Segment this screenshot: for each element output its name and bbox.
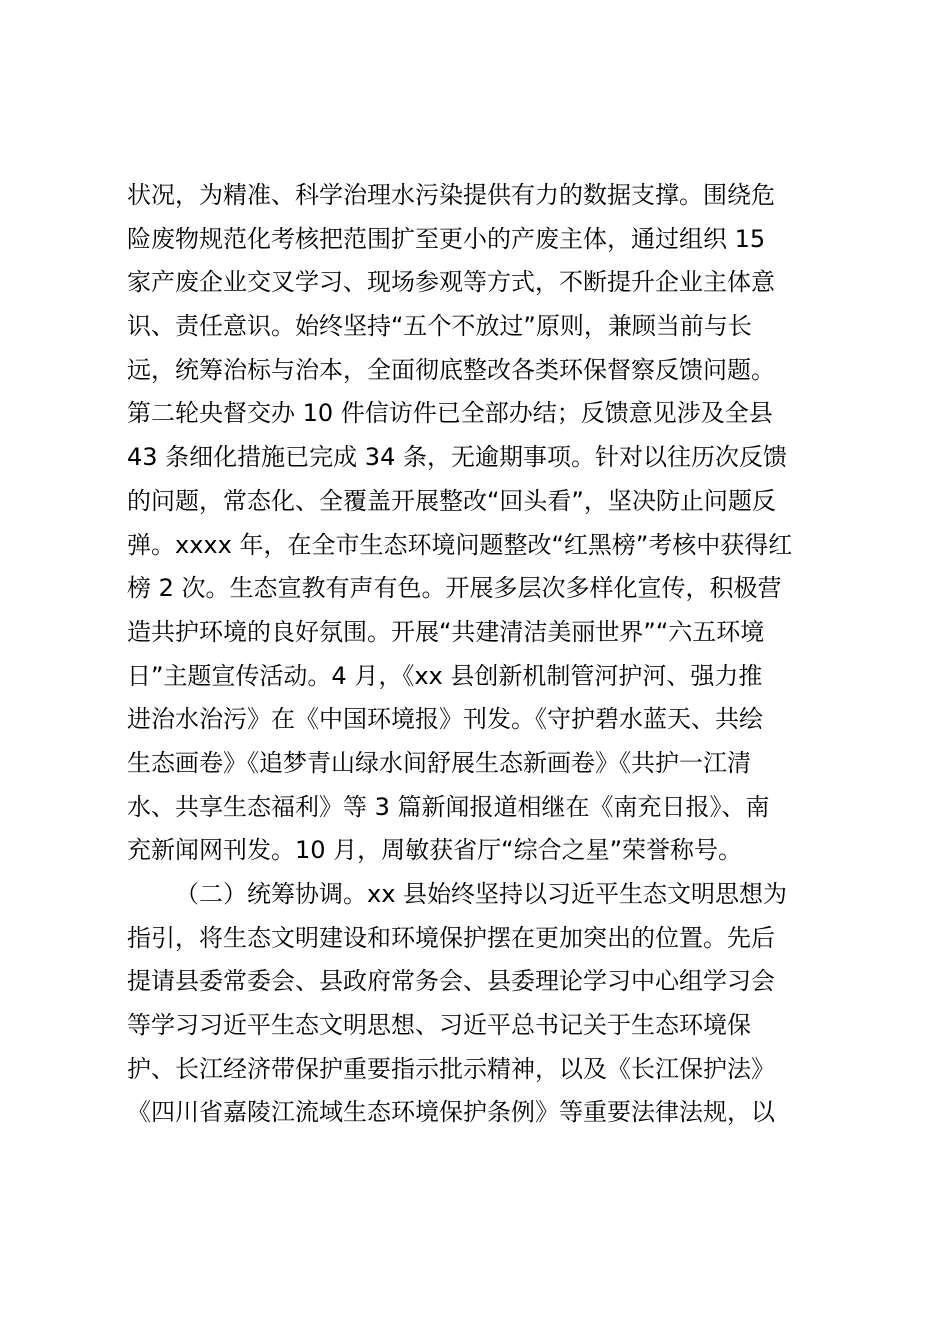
- text-line: 状况，为精准、科学治理水污染提供有力的数据支撑。围绕危: [127, 181, 775, 209]
- text-line: 指引，将生态文明建设和环境保护摆在更加突出的位置。先后: [127, 923, 775, 952]
- text-line: 弹。xxxx 年，在全市生态环境问题整改“红黑榜”考核中获得红: [127, 530, 793, 559]
- text-line: 充新闻网刊发。10 月，周敏获省厅“综合之星”荣誉称号。: [127, 836, 743, 865]
- text-line: 家产废企业交叉学习、现场参观等方式，不断提升企业主体意: [127, 268, 775, 297]
- text-line: 43 条细化措施已完成 34 条，无逾期事项。针对以往历次反馈: [127, 443, 787, 472]
- text-line: 水、共享生态福利》等 3 篇新闻报道相继在《南充日报》、南: [127, 792, 770, 821]
- text-line: 《四川省嘉陵江流域生态环境保护条例》等重要法律法规，以: [127, 1098, 775, 1127]
- text-line: 造共护环境的良好氛围。开展“共建清洁美丽世界”“六五环境: [127, 617, 765, 646]
- text-line: 等学习习近平生态文明思想、习近平总书记关于生态环境保: [127, 1011, 751, 1040]
- text-line: 第二轮央督交办 10 件信访件已全部办结；反馈意见涉及全县: [127, 399, 773, 428]
- text-line: 日”主题宣传活动。4 月，《xx 县创新机制管河护河、强力推: [127, 661, 763, 690]
- text-line: 生态画卷》《追梦青山绿水间舒展生态新画卷》《共护一江清: [127, 748, 751, 777]
- text-line: 提请县委常委会、县政府常务会、县委理论学习中心组学习会: [127, 967, 775, 996]
- text-line: 榜 2 次。生态宣教有声有色。开展多层次多样化宣传，积极营: [127, 574, 782, 603]
- text-line: 险废物规范化考核把范围扩至更小的产废主体，通过组织 15: [127, 224, 766, 253]
- section-heading-line: （二）统筹协调。xx 县始终坚持以习近平生态文明思想为: [175, 880, 788, 908]
- text-line: 的问题，常态化、全覆盖开展整改“回头看”，坚决防止问题反: [127, 486, 776, 515]
- body-text: [127, 174, 827, 1135]
- text-line: 护、长江经济带保护重要指示批示精神，以及《长江保护法》: [127, 1054, 775, 1083]
- text-line: 识、责任意识。始终坚持“五个不放过”原则，兼顾当前与长: [127, 312, 752, 341]
- text-line: 进治水治污》在《中国环境报》刊发。《守护碧水蓝天、共绘: [127, 705, 763, 734]
- text-line: 远，统筹治标与治本，全面彻底整改各类环保督察反馈问题。: [127, 355, 775, 384]
